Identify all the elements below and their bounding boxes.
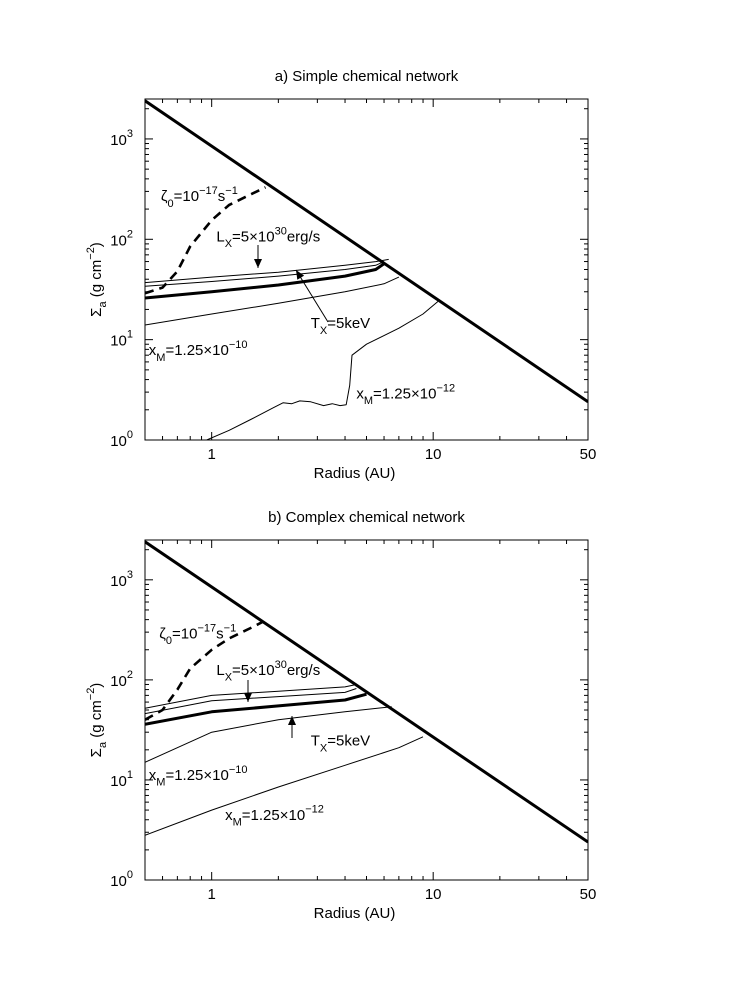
annotation-xm-1e-10: $x_M=1.25\times 10^{-10}$ [148, 763, 248, 789]
y-tick-base: 10 [110, 232, 127, 250]
annotation-tx: $T_X=5keV$ [310, 732, 371, 755]
annotation-lx: $L_X=5\times 10^{30}erg/s$ [216, 225, 321, 251]
y-tick-label [110, 228, 133, 249]
y-tick-exponent: 0 [126, 869, 133, 881]
y-axis-label: $\Sigma_a$ (g $cm^{-2}$) [85, 242, 109, 317]
x-tick-label: 10 [424, 886, 442, 903]
series-line-4-thick [145, 694, 367, 724]
y-tick-exponent: 1 [126, 768, 133, 781]
series-group [145, 542, 588, 842]
y-tick-base: 10 [110, 131, 127, 149]
arrow-tx-head [296, 270, 304, 280]
y-tick-exponent: 2 [126, 668, 133, 681]
series-group [145, 101, 588, 440]
x-tick-label: 1 [207, 446, 216, 463]
y-tick-exponent: 1 [126, 328, 133, 341]
y-axis-label: $\Sigma_a$ (g $cm^{-2}$) [85, 682, 109, 758]
series-line-2-thin [145, 685, 356, 709]
y-tick-base: 10 [110, 873, 127, 890]
plot-frame [145, 99, 588, 440]
x-tick-label: 10 [424, 446, 442, 463]
annotation-tx: $T_X=5keV$ [310, 315, 371, 337]
x-tick-label: 50 [579, 446, 597, 463]
x-tick-label: 1 [207, 886, 216, 903]
annotation-xm-1e-12: $x_M=1.25\times 10^{-12}$ [356, 382, 456, 408]
series-line-0-thick [145, 542, 588, 842]
y-tick-label [110, 669, 133, 690]
y-tick-base: 10 [110, 772, 127, 790]
y-tick-label [110, 569, 133, 590]
annotation-xm-1e-12: $x_M=1.25\times 10^{-12}$ [225, 803, 324, 829]
chart-title: b) Complex chemical network [268, 509, 465, 526]
series-line-6-thin [207, 302, 438, 441]
y-tick-base: 10 [110, 672, 127, 690]
x-axis-label: Radius (AU) [313, 465, 396, 482]
y-tick-exponent: 3 [126, 127, 133, 140]
y-tick-exponent: 3 [126, 568, 133, 581]
annotation-xm-1e-10: $x_M=1.25\times 10^{-10}$ [148, 339, 248, 364]
x-tick-label: 50 [579, 886, 597, 903]
y-tick-exponent: 2 [126, 228, 133, 241]
annotation-lx: $L_X=5\times 10^{30}erg/s$ [216, 658, 321, 684]
annotation-zeta: $\zeta_0=10^{-17}s^{-1}$ [160, 185, 238, 210]
y-tick-base: 10 [110, 433, 127, 450]
y-tick-exponent: 0 [126, 429, 133, 441]
y-tick-label [110, 769, 133, 790]
y-tick-base: 10 [110, 572, 127, 590]
annotation-zeta: $\zeta_0=10^{-17}s^{-1}$ [159, 622, 237, 648]
x-axis-label: Radius (AU) [313, 905, 396, 922]
chart-title: a) Simple chemical network [274, 68, 459, 85]
y-tick-label [110, 128, 133, 149]
arrow-lx-head [244, 693, 252, 702]
chart-panel-b [85, 509, 596, 922]
y-tick-label [110, 429, 133, 450]
y-tick-label [110, 329, 133, 350]
y-tick-base: 10 [110, 332, 127, 350]
arrow-lx-head [254, 259, 262, 268]
y-tick-label [110, 869, 133, 890]
plot-frame [145, 540, 588, 880]
chart-panel-a [85, 68, 596, 482]
